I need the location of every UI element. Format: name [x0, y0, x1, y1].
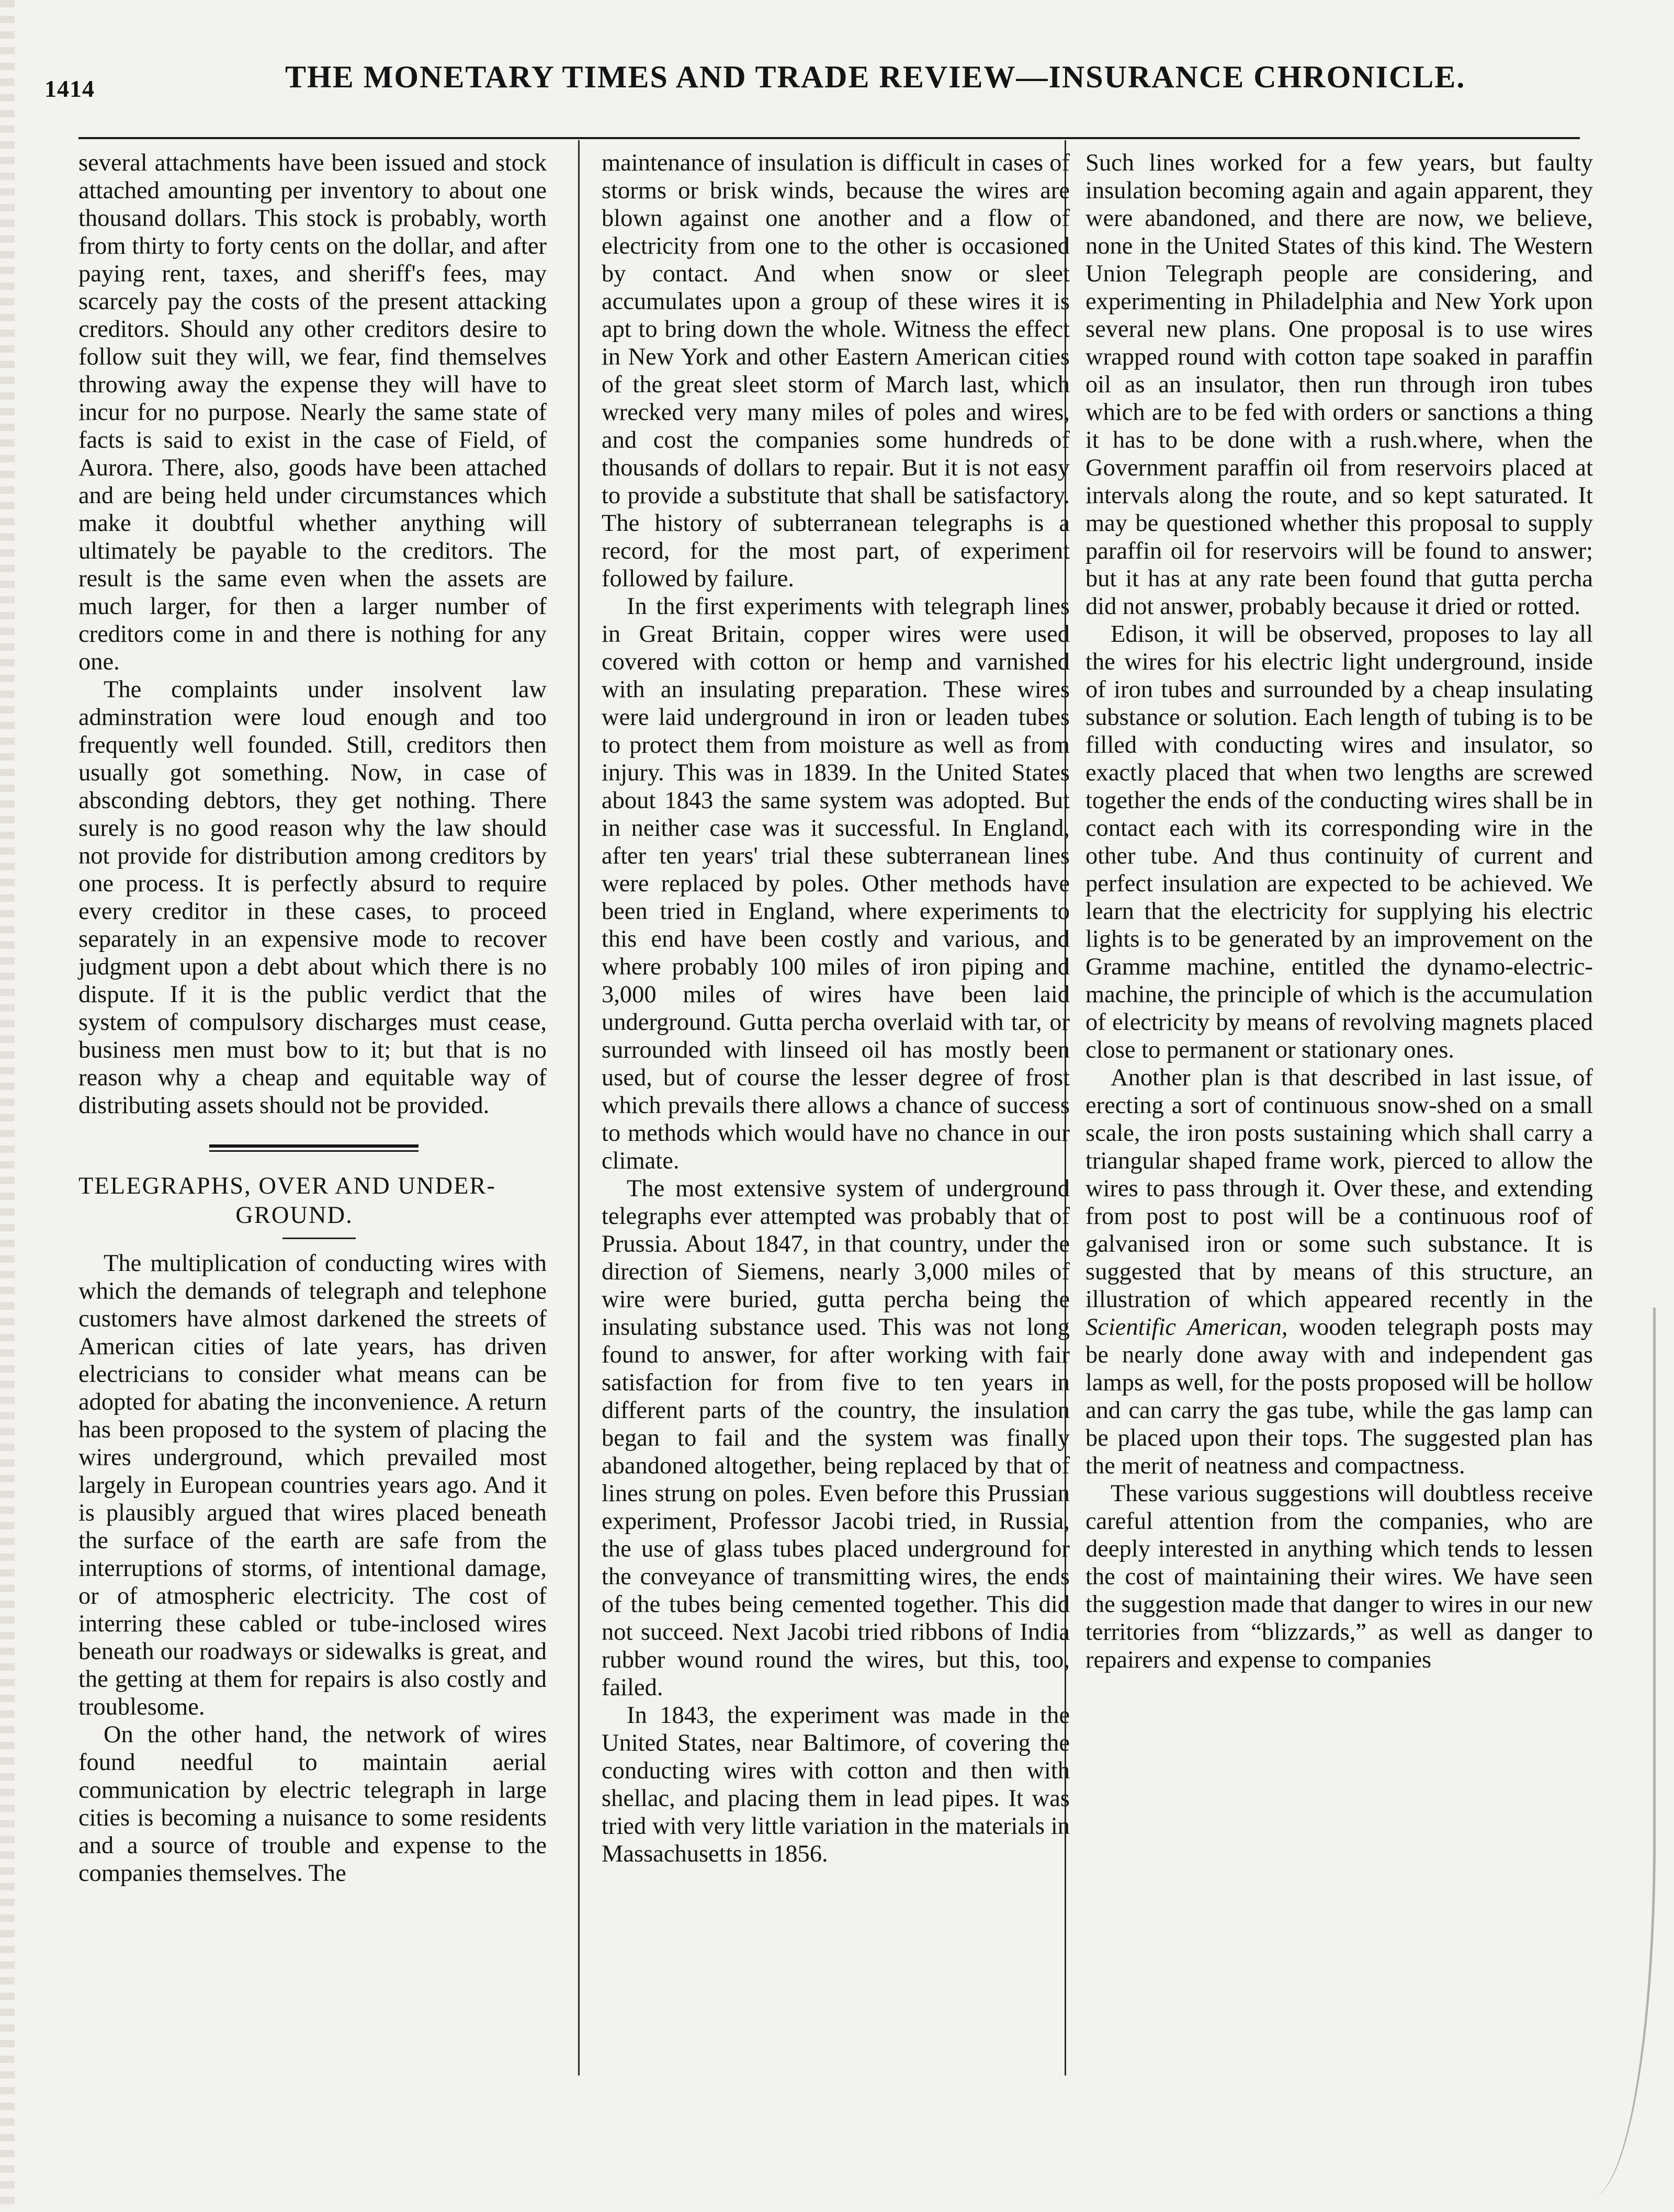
paragraph: maintenance of insulation is difficult in cases of storms or brisk winds, because the wires are blown against one another and a flow of electricity from one to the other is occasioned by contact. And when snow or sleet accumulates upon a group of these wires it is apt to bring down the whole. Witness the effect in New York and other Eastern American cities of the great sleet storm of March last, which wrecked very many miles of poles and wires, and cost the companies some hundreds of thousands of dollars to repair. But it is not easy to provide a substitute that shall be satisfactory. The history of subterranean telegraphs is a record, for the most part, of experiment followed by failure.: [602, 150, 1070, 592]
paragraph: The most extensive system of underground telegraphs ever attempted was probably that of Prussia. About 1847, in that country, under the direction of Siemens, nearly 3,000 miles of wire were buried, gutta percha being the insulating substance used. This was not long found to answer, for after working with fair satisfaction for from five to ten years in different parts of the country, the insulation began to fail and the system was finally abandoned altogether, being replaced by that of lines strung on poles. Even before this Prussian experiment, Professor Jacobi tried, in Russia, the use of glass tubes placed underground for the conveyance of transmitting wires, the ends of the tubes being cemented together. This did not succeed. Next Jacobi tried ribbons of India rubber wound round the wires, but this, too, failed.: [602, 1175, 1070, 1701]
running-head: [44, 50, 1466, 112]
paragraph: In 1843, the experiment was made in the United States, near Baltimore, of covering the conducting wires with cotton and then with shellac, and placing them in lead pipes. It was tried with very little variation in the materials in Massachusetts in 1856.: [602, 1702, 1070, 1867]
paragraph: On the other hand, the network of wires found needful to maintain aerial communication by electric telegraph in large cities is becoming a nuisance to some residents and a source of trouble and expense to the companies themselves. The: [78, 1721, 547, 1887]
heading-underline-rule: [282, 1238, 356, 1239]
paragraph: These various suggestions will doubtless receive careful attention from the companies, who are deeply interested in anything which tends to lessen the cost of maintaining their wires. We have seen the suggestion made that danger to wires in our new territories from “blizzards,” as well as danger to repairers and expense to companies: [1085, 1480, 1593, 1673]
page-edge-shadow: [0, 0, 15, 2212]
article-heading-line-2: GROUND.: [235, 1202, 353, 1229]
paragraph-text: wooden telegraph posts may be nearly done away with and independent gas lamps as well, for the posts proposed will be hollow and can carry the gas tube, while the gas lamp can be placed upon their tops. The suggested plan has the merit of neatness and compactness.: [1085, 1314, 1593, 1479]
column-3: [1085, 149, 1593, 1674]
paragraph: The multiplication of conducting wires with which the demands of telegraph and telephone customers have almost darkened the streets of American cities of late years, has driven electricians to consider what means can be adopted for abating the inconvenience. A return has been proposed to the system of placing the wires underground, which prevailed most largely in European countries years ago. And it is plausibly argued that wires placed beneath the surface of the earth are safe from the interruptions of storms, of intentional damage, or of atmospheric electricity. The cost of interring these cabled or tube-inclosed wires beneath our roadways or sidewalks is great, and the getting at them for repairs is also costly and troublesome.: [78, 1250, 547, 1720]
header-rule: [78, 137, 1580, 139]
page-number: 1414: [44, 75, 95, 102]
page-curl-shadow: [1548, 1308, 1656, 2197]
section-separator-rule: [209, 1144, 418, 1152]
article-heading: [78, 1172, 547, 1230]
paragraph: Such lines worked for a few years, but faulty insulation becoming again and again apparent, they were abandoned, and there are now, we believe, none in the United States of this kind. The Western Union Telegraph people are considering, and experimenting in Philadelphia and New York upon several new plans. One proposal is to use wires wrapped round with cotton tape soaked in paraffin oil as an insulator, then run through iron tubes which are to be fed with orders or sanctions a thing it has to be done with a rush.where, when the Government paraffin oil from reservoirs placed at intervals along the route, and so kept saturated. It may be questioned whether this proposal to supply paraffin oil for reservoirs will be found to answer; but it has at any rate been found that gutta percha did not answer, probably because it dried or rotted.: [1085, 150, 1593, 620]
paragraph-text: Another plan is that described in last issue, of erecting a sort of continuous snow-shed on a small scale, the iron posts sustaining which shall carry a triangular shaped frame work, pierced to allow the wires to pass through it. Over these, and extending from post to post will be a continuous roof of galvanised iron or some such substance. It is suggested that by means of this structure, an illustration of which appeared recently in the: [1085, 1064, 1593, 1313]
column-2: [602, 149, 1070, 1868]
paragraph: The complaints under insolvent law adminstration were loud enough and too frequently well founded. Still, creditors then usually got something. Now, in case of absconding debtors, they get nothing. There surely is no good reason why the law should not provide for distribution among creditors by one process. It is perfectly absurd to require every creditor in these cases, to proceed separately in an expensive mode to recover judgment upon a debt about which there is no dispute. If it is the public verdict that the system of compulsory discharges must cease, business men must bow to it; but that is no reason why a cheap and equitable way of distributing assets should not be provided.: [78, 676, 547, 1119]
paragraph: In the first experiments with telegraph lines in Great Britain, copper wires were used covered with cotton or hemp and varnished with an insulating preparation. These wires were laid underground in iron or leaden tubes to protect them from moisture as well as from injury. This was in 1839. In the United States about 1843 the same system was adopted. But in neither case was it successful. In England, after ten years' trial these subterranean lines were replaced by poles. Other methods have been tried in England, where experiments to this end have been costly and various, and where probably 100 miles of iron piping and 3,000 miles of wires have been laid underground. Gutta percha overlaid with tar, or surrounded with linseed oil has mostly been used, but of course the lesser degree of frost which prevails there allows a chance of success to methods which would have no chance in our climate.: [602, 593, 1070, 1174]
article-heading-line-1: TELEGRAPHS, OVER AND UNDER-: [78, 1173, 496, 1199]
paragraph: Edison, it will be observed, proposes to lay all the wires for his electric light underground, inside of iron tubes and surrounded by a cheap insulating substance or solution. Each length of tubing is to be filled with conducting wires and insulator, so exactly placed that when two lengths are screwed together the ends of the conducting wires shall be in contact each with its corresponding wire in the other tube. And thus continuity of current and perfect insulation are expected to be achieved. We learn that the electricity for supplying his electric lights is to be generated by an improvement on the Gramme machine, entitled the dynamo-electric-machine, the principle of which is the accumulation of electricity by means of revolving magnets placed close to permanent or stationary ones.: [1085, 621, 1593, 1063]
paragraph: several attachments have been issued and stock attached amounting per inventory to about one thousand dollars. This stock is probably, worth from thirty to forty cents on the dollar, and after paying rent, taxes, and sheriff's fees, may scarcely pay the costs of the present attacking creditors. Should any other creditors desire to follow suit they will, we fear, find themselves throwing away the expense they will have to incur for no purpose. Nearly the same state of facts is said to exist in the case of Field, of Aurora. There, also, goods have been attached and are being held under circumstances which make it doubtful whether anything will ultimately be payable to the creditors. The result is the same even when the assets are much larger, for then a larger number of creditors come in and there is nothing for any one.: [78, 150, 547, 675]
paragraph: [1085, 1064, 1593, 1480]
column-divider: [578, 140, 580, 2075]
column-1: [78, 149, 547, 1887]
publication-title-italic: Scientific American,: [1085, 1314, 1288, 1341]
journal-title: THE MONETARY TIMES AND TRADE REVIEW—INSURANCE CHRONICLE.: [285, 60, 1466, 94]
